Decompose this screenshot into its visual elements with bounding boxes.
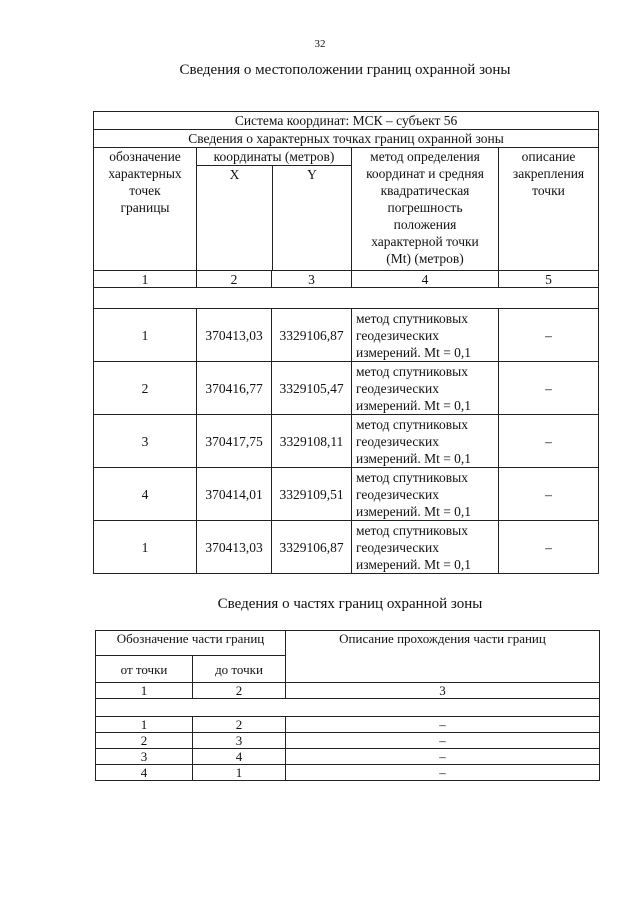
coordinate-system-label: Система координат: МСК – субъект 56	[94, 112, 599, 130]
boundary-parts-table	[95, 630, 600, 781]
table-row: 4 1 –	[96, 765, 600, 781]
table-row: 2 370416,77 3329105,47 метод спутниковых геодезических измерений. Mt = 0,1 –	[94, 362, 599, 415]
table-row: 4 370414,01 3329109,51 метод спутниковых геодезических измерений. Mt = 0,1 –	[94, 468, 599, 521]
col-method: метод определения координат и средняя квадратическая погрешность положения характерной точки (Mt) (метров)	[352, 148, 499, 271]
col-y: Y	[307, 167, 317, 182]
col-x: X	[197, 166, 273, 270]
page-number: 32	[314, 38, 326, 50]
col-coordinates: координаты (метров) X Y	[197, 148, 352, 271]
section-title-boundaries: Сведения о местоположении границ охранной зоны	[179, 62, 511, 78]
col-description: описание закрепления точки	[499, 148, 599, 271]
col-part-description: Описание прохождения части границ	[286, 631, 600, 683]
col-point-designation: обозначение характерных точек границы	[94, 148, 197, 271]
table-row: 1 370413,03 3329106,87 метод спутниковых геодезических измерений. Mt = 0,1 –	[94, 309, 599, 362]
col-from-point: от точки	[96, 656, 193, 683]
points-info-label: Сведения о характерных точках границ охранной зоны	[94, 130, 599, 148]
section-title-parts: Сведения о частях границ охранной зоны	[217, 596, 483, 612]
col-part-designation: Обозначение части границ	[96, 631, 286, 656]
table-row: 3 4 –	[96, 749, 600, 765]
boundary-points-table	[93, 111, 599, 574]
col-to-point: до точки	[193, 656, 286, 683]
table-row: 3 370417,75 3329108,11 метод спутниковых геодезических измерений. Mt = 0,1 –	[94, 415, 599, 468]
table-row: 2 3 –	[96, 733, 600, 749]
blank-row	[94, 288, 599, 309]
table-row: 1 370413,03 3329106,87 метод спутниковых геодезических измерений. Mt = 0,1 –	[94, 521, 599, 574]
blank-row	[96, 699, 600, 717]
column-numbers-row: 1 2 3 4 5	[94, 271, 599, 288]
table-row: 1 2 –	[96, 717, 600, 733]
column-numbers-row: 1 2 3	[96, 683, 600, 699]
